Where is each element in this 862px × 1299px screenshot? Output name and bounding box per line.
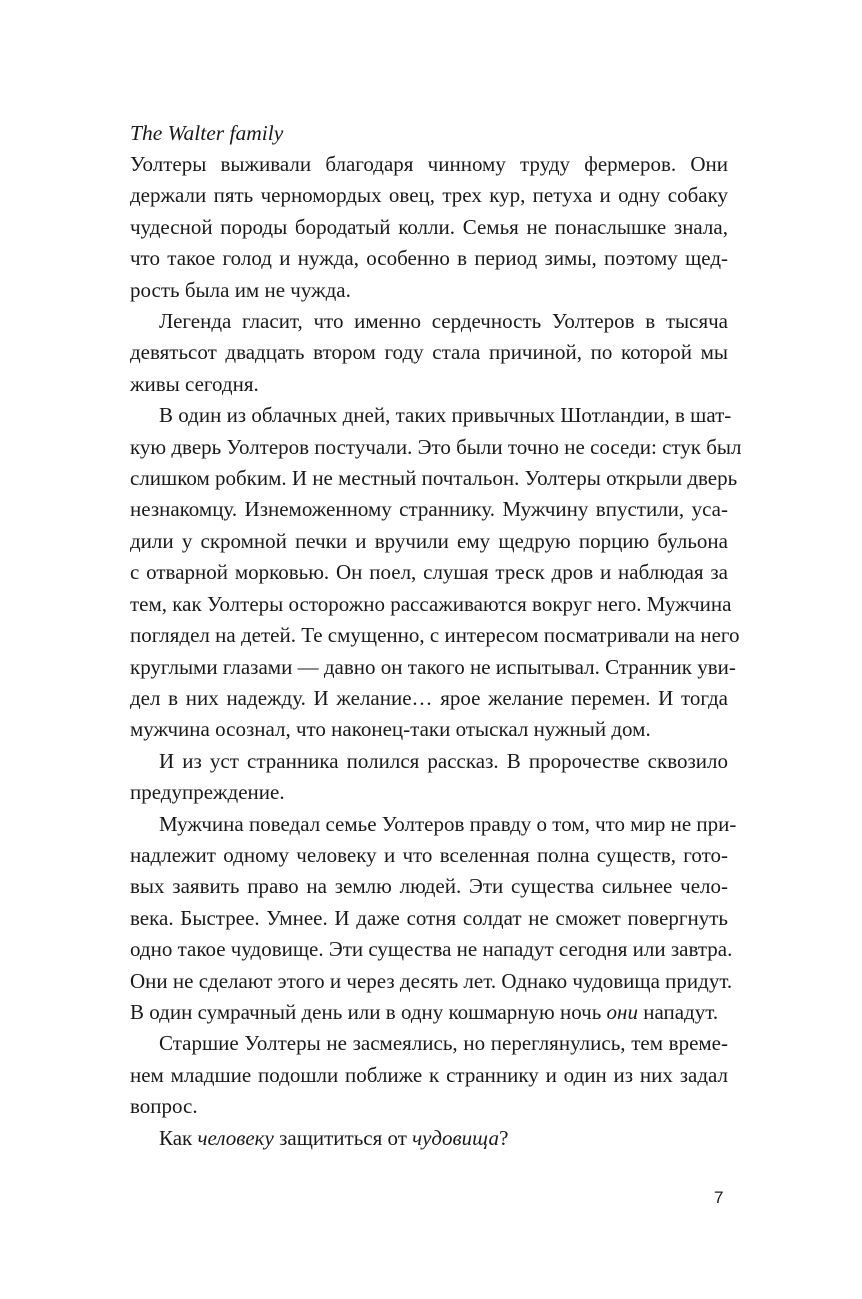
- text-line: круглыми глазами — давно он такого не испытывал. Странник уви-: [130, 654, 736, 679]
- text-line: века. Быстрее. Умнее. И даже сотня солдат не сможет повергнуть: [130, 905, 728, 930]
- text-line: держали пять черномордых овец, трех кур, петуха и одну собаку: [130, 183, 728, 208]
- book-page: [130, 118, 742, 1154]
- text-line: девятьсот двадцать втором году стала причиной, по которой мы: [130, 340, 728, 365]
- text-run: Как: [159, 1125, 198, 1150]
- text-line: живы сегодня.: [130, 371, 259, 396]
- text-line: кую дверь Уолтеров постучали. Это были точно не соседи: стук был: [130, 434, 742, 459]
- text-line: рость была им не чужда.: [130, 277, 351, 302]
- page-number: 7: [714, 1188, 724, 1207]
- text-line: мужчина осознал, что наконец-таки отыскал нужный дом.: [130, 717, 651, 742]
- emphasis-text: чудовища: [412, 1125, 500, 1150]
- text-line: предупреждение.: [130, 780, 285, 805]
- text-line: что такое голод и нужда, особенно в период зимы, поэтому щед-: [130, 246, 728, 271]
- paragraph: [130, 400, 742, 745]
- paragraph: [130, 306, 728, 400]
- text-line: надлежит одному человеку и что вселенная полна существ, гото-: [130, 842, 728, 867]
- text-line: Легенда гласит, что именно сердечность Уолтеров в тысяча: [159, 309, 728, 334]
- text-line: одно такое чудовище. Эти существа не нападут сегодня или завтра.: [130, 937, 733, 962]
- text-line: Старшие Уолтеры не засмеялись, но переглянулись, тем време-: [159, 1031, 728, 1056]
- text-run: В один сумрачный день или в одну кошмарную ночь: [130, 999, 607, 1024]
- text-line: незнакомцу. Изнеможенному страннику. Мужчину впустили, уса-: [130, 497, 728, 522]
- paragraph: [130, 809, 737, 1029]
- text-run: ?: [499, 1125, 509, 1150]
- paragraph: [130, 1123, 728, 1154]
- section-heading: The Walter family: [130, 121, 284, 145]
- text-line: вых заявить право на землю людей. Эти существа сильнее чело-: [130, 874, 728, 899]
- emphasis-text: человеку: [197, 1125, 274, 1150]
- text-line: вопрос.: [130, 1094, 198, 1119]
- text-line: дел в них надежду. И желание… ярое желание перемен. И тогда: [130, 685, 728, 710]
- text-line: Они не сделают этого и через десять лет. Однако чудовища придут.: [130, 968, 733, 993]
- text-line: поглядел на детей. Те смущенно, с интересом посматривали на него: [130, 623, 740, 648]
- text-line: нем младшие подошли поближе к страннику и один из них задал: [130, 1062, 728, 1087]
- paragraph: [130, 1028, 728, 1122]
- text-line: с отварной морковью. Он поел, слушая треск дров и наблюдая за: [130, 560, 728, 585]
- text-line: дили у скромной печки и вручили ему щедрую порцию бульона: [130, 528, 728, 553]
- text-line: тем, как Уолтеры осторожно рассаживаются вокруг него. Мужчина: [130, 591, 732, 616]
- text-line: чудесной породы бородатый колли. Семья не понаслышке знала,: [130, 214, 728, 239]
- paragraph: [130, 149, 728, 306]
- emphasis-text: они: [606, 999, 638, 1024]
- text-line: И из уст странника полился рассказ. В пророчестве сквозило: [159, 748, 728, 773]
- text-line: Мужчина поведал семье Уолтеров правду о том, что мир не при-: [159, 811, 737, 836]
- text-line: слишком робким. И не местный почтальон. Уолтеры открыли дверь: [130, 466, 738, 491]
- text-line: [130, 997, 728, 1028]
- text-line: [130, 1123, 728, 1154]
- text-line: Уолтеры выживали благодаря чинному труду фермеров. Они: [130, 152, 728, 176]
- text-line: В один из облачных дней, таких привычных Шотландии, в шат-: [159, 403, 732, 428]
- paragraph: [130, 746, 728, 809]
- text-run: защититься от: [273, 1125, 413, 1150]
- text-run: нападут.: [637, 999, 719, 1024]
